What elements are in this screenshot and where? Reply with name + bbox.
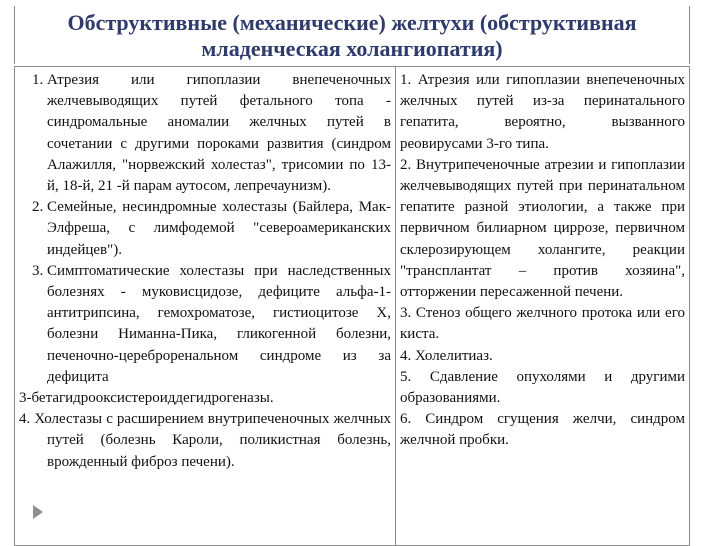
list-continuation: 3-бетагидрооксистероиддегидрогеназы.	[19, 390, 274, 407]
list-item: 1. Атрезия или гипоплазии внепеченочных желчевыводящих путей фетального топа - синдромальные аномалии желчных путей в сочетании с другими пороками развития (синдром Алажилля, "норвежский холестаз", трисомии по 13-й, 18-й, 21 -й парам аутосом, лепречаунизм).	[47, 70, 391, 197]
play-arrow-icon[interactable]	[33, 505, 43, 519]
list-item: 4. Холестазы с расширением внутрипеченочных желчных путей (болезнь Кароли, поликистная болезнь, врожденный фиброз печени).	[19, 411, 391, 470]
list-item: 4. Холелитиаз.	[400, 347, 493, 364]
list-item: 3. Стеноз общего желчного протока или его киста.	[400, 305, 685, 343]
title-line-1: Обструктивные (механические) желтухи (обструктивная	[67, 10, 637, 35]
list-item: 2. Семейные, несиндромные холестазы (Байлера, Мак-Элфреша, с лимфодемой "североамериканских индейцев").	[47, 197, 391, 261]
list-item: 2. Внутрипеченочные атрезии и гипоплазии желчевыводящих путей при перинатальном гепатите разной этиологии, а также при первичном билиарном циррозе, первичном склерозирующем холангите, реакции "трансплантат – против хозяина", отторжении пересаженной печени.	[400, 156, 685, 301]
slide-title	[14, 6, 690, 64]
list-item: 1. Атрезия или гипоплазии внепеченочных желчных путей из-за перинатального гепатита, вероятно, вызванного реовирусами 3-го типа.	[400, 72, 685, 152]
list-item: 5. Сдавление опухолями и другими образованиями.	[400, 368, 685, 407]
content-table	[14, 66, 690, 546]
left-list	[19, 70, 391, 388]
left-column	[15, 67, 396, 546]
list-item: 3. Симптоматические холестазы при наследственных болезнях - муковисцидозе, дефиците альфа-1-антитрипсина, гемохроматозе, гистиоцитозе X, болезни Ниманна-Пика, гликогенной болезни, печеночно-цереброренальном синдроме из за дефицита	[47, 261, 391, 388]
title-line-2: младенческая холангиопатия)	[201, 36, 503, 61]
right-column	[396, 67, 690, 546]
list-item: 6. Синдром сгущения желчи, синдром желчной пробки.	[400, 411, 685, 449]
